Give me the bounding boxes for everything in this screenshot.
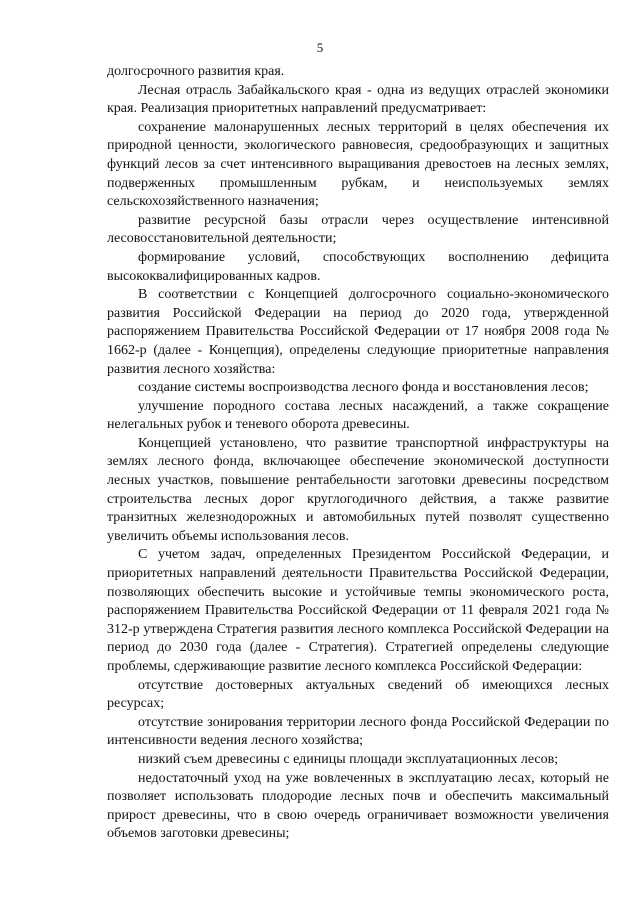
paragraph-problem-zoning: отсутствие зонирования территории лесного фонда Российской Федерации по интенсивности ведения лесного хозяйства; (107, 714, 609, 749)
paragraph-problem-data: отсутствие достоверных актуальных сведений об имеющихся лесных ресурсах; (107, 677, 609, 712)
paragraph-priority-personnel: формирование условий, способствующих восполнению дефицита высококвалифицированных кадров. (107, 249, 609, 284)
paragraph-continuation: долгосрочного развития края. (107, 64, 285, 79)
paragraph-priority-preservation: сохранение малонарушенных лесных территорий в целях обеспечения их природной ценности, экологического равновесия, средообразующих и защитных функций лесов за счет интенсивного выращивания древостоев на лесных землях, подверженных промышленным рубкам, и неиспользуемых землях сельскохозяйственного назначения; (107, 119, 609, 210)
paragraph-concept-transport: Концепцией установлено, что развитие транспортной инфраструктуры на землях лесного фонда, включающее обеспечение экономической доступности лесных участков, повышение рентабельности заготовки древесины посредством строительства лесных дорог круглогодичного действия, а также развитие транзитных железнодорожных и автомобильных путей позволят существенно увеличить объемы использования лесов. (107, 435, 609, 544)
page-number: 5 (316, 40, 324, 55)
paragraph-priority-resource-base: развитие ресурсной базы отрасли через осуществление интенсивной лесовосстановительной деятельности; (107, 212, 609, 247)
paragraph-concept-intro: В соответствии с Концепцией долгосрочного социально-экономического развития Российской Федерации на период до 2020 года, утвержденной распоряжением Правительства Российской Федерации от 17 ноября 2008 года № 1662-р (далее - Концепция), определены следующие приоритетные направления развития лесного хозяйства: (107, 287, 609, 377)
paragraph-concept-species: улучшение породного состава лесных насаждений, а также сокращение нелегальных рубок и теневого оборота древесины. (107, 398, 609, 433)
paragraph-problem-care: недостаточный уход на уже вовлеченных в эксплуатацию лесах, который не позволяет использовать плодородие лесных почв и обеспечить максимальный прирост древесины, что в свою очередь ограничивает возможности увеличения объемов заготовки древесины; (107, 770, 609, 842)
paragraph-problem-yield: низкий съем древесины с единицы площади эксплуатационных лесов; (138, 751, 559, 767)
paragraph-concept-reproduction: создание системы воспроизводства лесного фонда и восстановления лесов; (138, 380, 589, 396)
paragraph-forest-industry-intro: Лесная отрасль Забайкальского края - одна из ведущих отраслей экономики края. Реализация приоритетных направлений предусматривает: (107, 82, 609, 117)
paragraph-strategy-intro: С учетом задач, определенных Президентом Российской Федерации, и приоритетных направлений деятельности Правительства Российской Федерации, позволяющих обеспечить высокие и устойчивые темпы экономического роста, распоряжением Правительства Российской Федерации от 11 февраля 2021 года № 312-р утверждена Стратегия развития лесного комплекса Российской Федерации на период до 2030 года (далее - Стратегия). Стратегией определены следующие проблемы, сдерживающие развитие лесного комплекса Российской Федерации: (107, 547, 609, 674)
document-body (107, 63, 609, 844)
